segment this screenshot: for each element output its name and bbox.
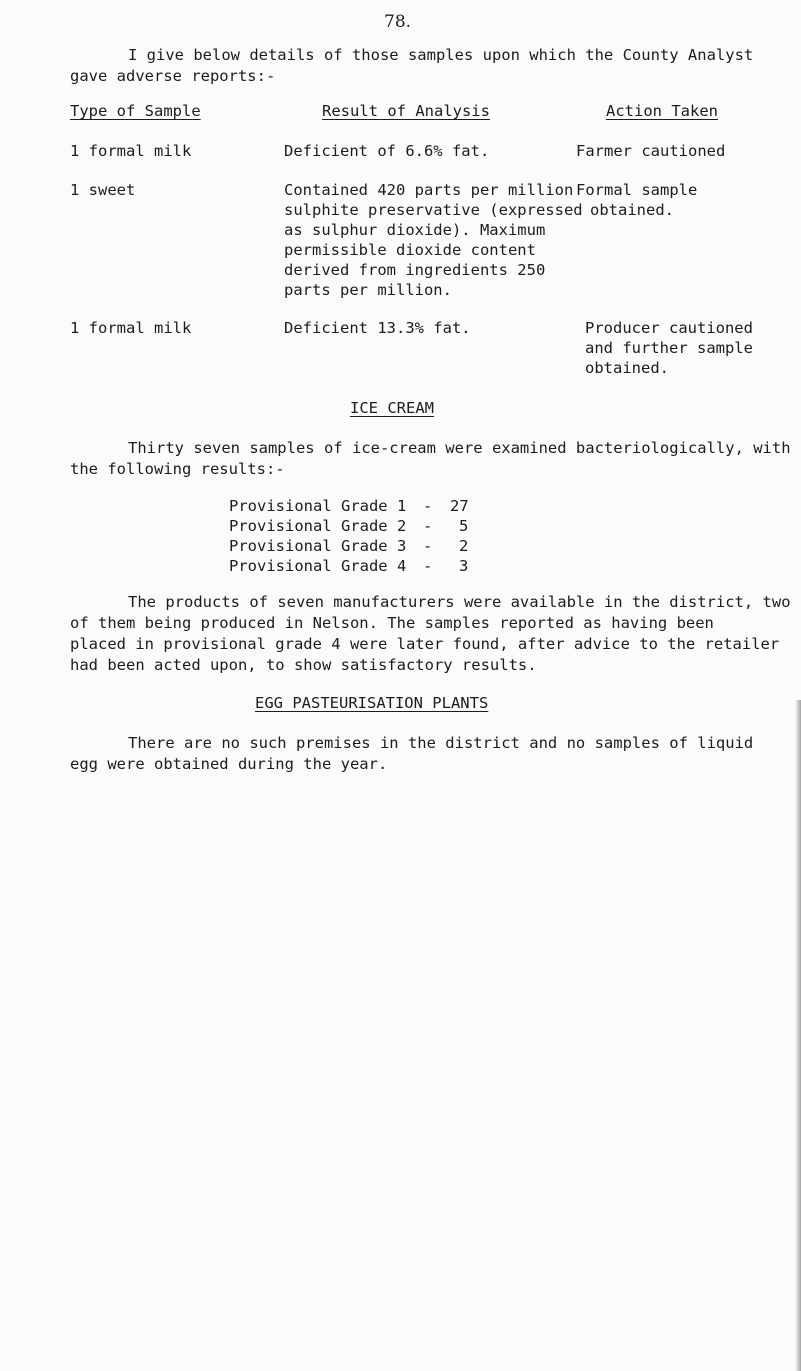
- grade-dash: -: [423, 557, 433, 575]
- row-action-line: Producer cautioned: [585, 319, 753, 337]
- grade-count: 3: [459, 557, 469, 575]
- ice-cream-heading: ICE CREAM: [350, 399, 434, 417]
- egg-para-line-1: There are no such premises in the district and no samples of liquid: [128, 734, 754, 752]
- grade-dash: -: [423, 497, 433, 515]
- row-result-line: Deficient 13.3% fat.: [284, 319, 471, 337]
- grade-label: Provisional Grade 1: [229, 497, 407, 515]
- ice-cream-para2-line-3: placed in provisional grade 4 were later found, after advice to the retailer: [70, 635, 780, 653]
- row-action-line: obtained.: [590, 201, 674, 219]
- grade-dash: -: [423, 517, 433, 535]
- row-sample: 1 formal milk: [70, 319, 192, 337]
- row-action-line: and further sample: [585, 339, 753, 357]
- row-result-line: parts per million.: [284, 281, 452, 299]
- ice-cream-para2-line-1: The products of seven manufacturers were available in the district, two: [128, 593, 791, 611]
- grade-count: 27: [450, 497, 469, 515]
- row-result-line: Deficient of 6.6% fat.: [284, 142, 490, 160]
- row-result-line: permissible dioxide content: [284, 241, 536, 259]
- egg-para-line-2: egg were obtained during the year.: [70, 755, 388, 773]
- grade-count: 5: [459, 517, 469, 535]
- ice-cream-para-line-2: the following results:-: [70, 460, 285, 478]
- header-result-of-analysis: Result of Analysis: [322, 102, 490, 120]
- grade-count: 2: [459, 537, 469, 555]
- row-sample: 1 formal milk: [70, 142, 192, 160]
- row-result-line: as sulphur dioxide). Maximum: [284, 221, 546, 239]
- header-action-taken: Action Taken: [606, 102, 718, 120]
- row-action-line: obtained.: [585, 359, 669, 377]
- ice-cream-para2-line-4: had been acted upon, to show satisfactory results.: [70, 656, 537, 674]
- grade-dash: -: [423, 537, 433, 555]
- header-type-of-sample: Type of Sample: [70, 102, 201, 120]
- row-result-line: Contained 420 parts per million: [284, 181, 574, 199]
- row-action-line: Formal sample: [576, 181, 698, 199]
- page-number: 78.: [384, 12, 412, 32]
- grade-label: Provisional Grade 4: [229, 557, 407, 575]
- ice-cream-para-line-1: Thirty seven samples of ice-cream were examined bacteriologically, with: [128, 439, 791, 457]
- egg-heading: EGG PASTEURISATION PLANTS: [255, 694, 489, 712]
- ice-cream-para2-line-2: of them being produced in Nelson. The samples reported as having been: [70, 614, 714, 632]
- intro-line-2: gave adverse reports:-: [70, 67, 276, 85]
- row-action-line: Farmer cautioned: [576, 142, 726, 160]
- grade-label: Provisional Grade 3: [229, 537, 407, 555]
- page-edge-shadow: [795, 700, 801, 1371]
- grade-label: Provisional Grade 2: [229, 517, 407, 535]
- intro-line-1: I give below details of those samples upon which the County Analyst: [128, 46, 754, 64]
- row-result-line: sulphite preservative (expressed: [284, 201, 583, 219]
- row-sample: 1 sweet: [70, 181, 136, 199]
- row-result-line: derived from ingredients 250: [284, 261, 546, 279]
